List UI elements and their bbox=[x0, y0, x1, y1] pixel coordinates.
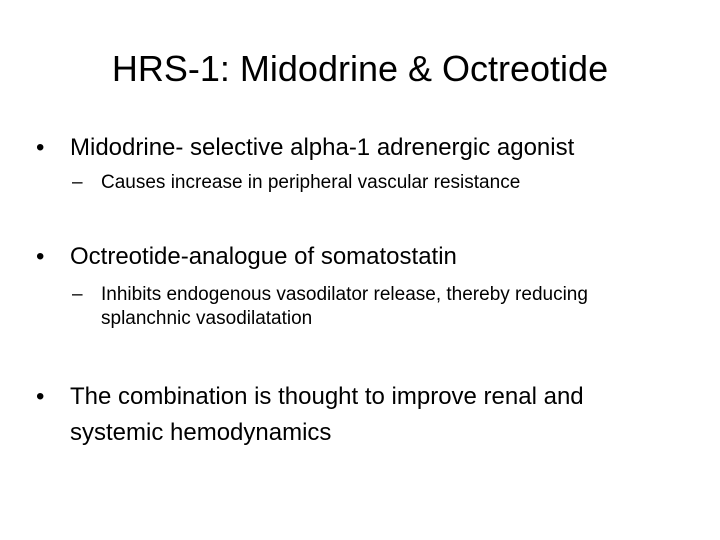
sub-bullet-marker: – bbox=[72, 284, 83, 305]
bullet-marker: • bbox=[36, 243, 45, 270]
sub-bullet-marker: – bbox=[72, 172, 83, 193]
bullet-text: Midodrine- selective alpha-1 adrenergic agonist bbox=[70, 134, 575, 161]
bullet-marker: • bbox=[36, 383, 45, 410]
bullet-text: The combination is thought to improve renal and systemic hemodynamics bbox=[70, 383, 584, 446]
sub-bullet-midodrine bbox=[72, 171, 672, 195]
bullet-midodrine bbox=[36, 130, 676, 166]
bullet-octreotide bbox=[36, 239, 676, 275]
bullet-marker: • bbox=[36, 134, 45, 161]
sub-bullet-octreotide bbox=[72, 283, 672, 331]
sub-bullet-text: Causes increase in peripheral vascular resistance bbox=[101, 172, 521, 193]
slide-title: HRS-1: Midodrine & Octreotide bbox=[111, 48, 609, 89]
bullet-combination bbox=[36, 379, 676, 451]
bullet-text: Octreotide-analogue of somatostatin bbox=[70, 243, 457, 270]
sub-bullet-text: Inhibits endogenous vasodilator release, thereby reducing splanchnic vasodilatation bbox=[101, 284, 588, 329]
